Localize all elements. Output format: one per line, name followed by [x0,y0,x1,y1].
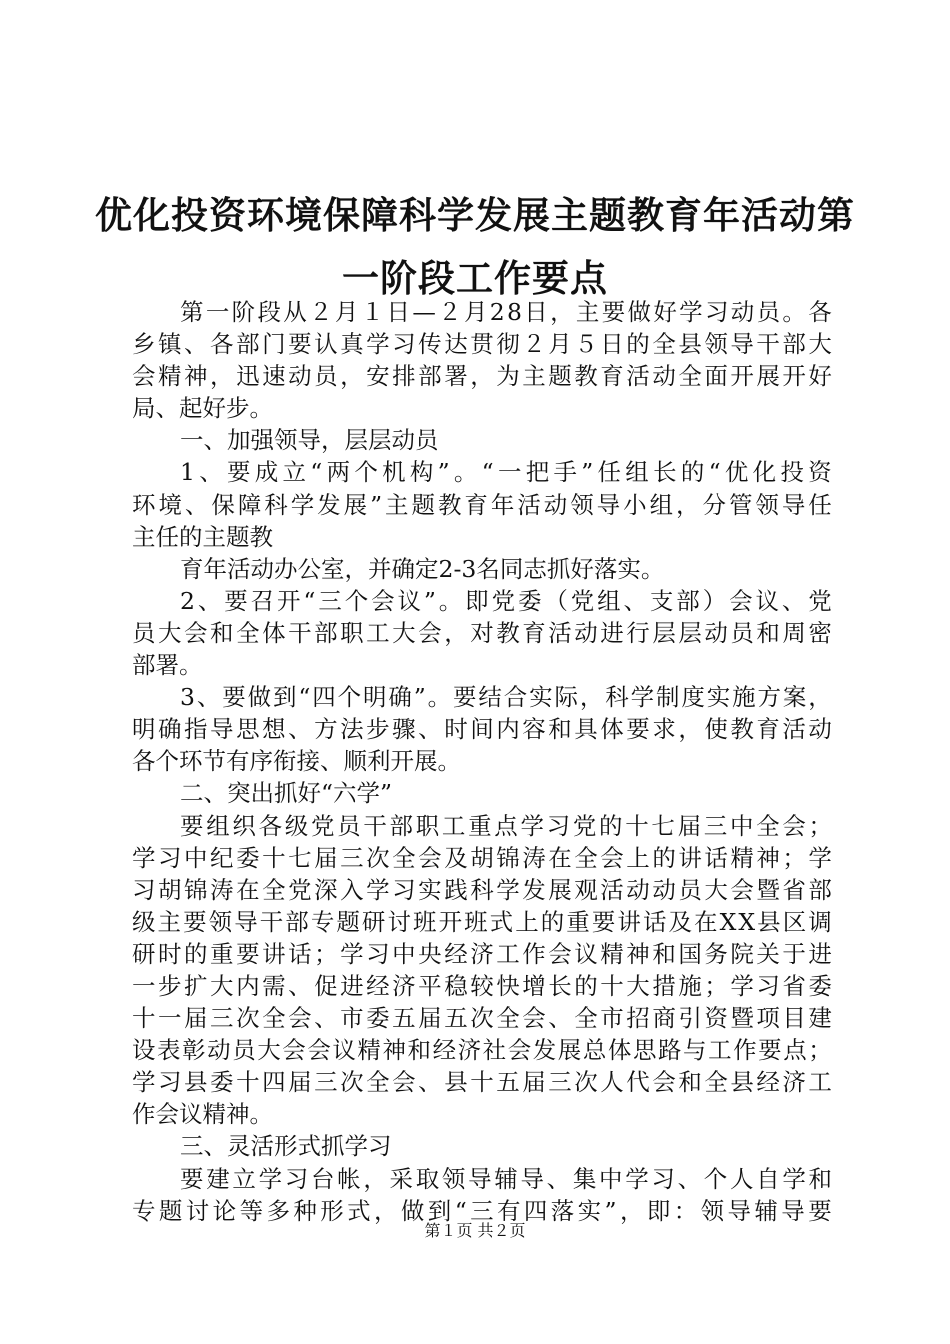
document-body [132,296,832,1227]
text-line: 局、起好步。 [132,394,273,423]
text-line: 2 、 要 召 开 “ 三 个 会 议 ” 。 即 党 委 （ 党 组 、 支 部 ） 会 议 、 党 [180,586,832,615]
page-footer: 第１页 共２页 [424,1221,526,1240]
text-line: 育年活动办公室，并确定2-3名同志抓好落实。 [180,554,665,583]
text-line: 研 时 的 重 要 讲 话 ； 学 习 中 央 经 济 工 作 会 议 精 神 和 国 务 院 关 于 进 [132,939,832,968]
document-title-line-1: 优化投资环境保障科学发展主题教育年活动第 [95,194,855,237]
text-line: 1 、 要 成 立 “ 两 个 机 构 ” 。 “ 一 把 手 ” 任 组 长 的 “ 优 化 投 资 [180,458,832,487]
text-line: 十 一 届 三 次 全 会 、 市 委 五 届 五 次 全 会 、 全 市 招 商 引 资 暨 项 目 建 [132,1004,832,1033]
text-line: 主任的主题教 [132,522,273,551]
text-line: 3 、 要 做 到 “ 四 个 明 确 ” 。 要 结 合 实 际 ， 科 学 制 度 实 施 方 案 ， [180,683,832,712]
text-line: 三、灵活形式抓学习 [180,1132,392,1161]
text-line: 员 大 会 和 全 体 干 部 职 工 大 会 ， 对 教 育 活 动 进 行 层 层 动 员 和 周 密 [132,618,832,647]
text-line: 一、加强领导，层层动员 [180,426,439,455]
text-line: 明 确 指 导 思 想 、 方 法 步 骤 、 时 间 内 容 和 具 体 要 求 ， 使 教 育 活 动 [132,715,832,744]
text-line: 各个环节有序衔接、顺利开展。 [132,747,461,776]
text-line: 一 步 扩 大 内 需 、 促 进 经 济 平 稳 较 快 增 长 的 十 大 措 施 ； 学 习 省 委 [132,971,832,1000]
text-line: 第 一 阶 段 从 ２ 月 １ 日 — ２ 月 2 8 日 ， 主 要 做 好 学 习 动 员 。 各 [180,298,832,326]
text-line: 专 题 讨 论 等 多 种 形 式 ， 做 到 “ 三 有 四 落 实 ” ， 即 ： 领 导 辅 导 要 [132,1196,832,1225]
text-line: 作会议精神。 [132,1100,273,1129]
text-line: 二、突出抓好“六学” [180,779,393,808]
text-line: 要 组 织 各 级 党 员 干 部 职 工 重 点 学 习 党 的 十 七 届 三 中 全 会 ； [180,811,832,840]
text-line: 设 表 彰 动 员 大 会 会 议 精 神 和 经 济 社 会 发 展 总 体 思 路 与 工 作 要 点 ； [132,1036,832,1065]
document-title-line-2: 一阶段工作要点 [342,257,608,300]
text-line: 部署。 [132,651,203,680]
text-line: 乡 镇 、 各 部 门 要 认 真 学 习 传 达 贯 彻 ２ 月 ５ 日 的 全 县 领 导 干 部 大 [132,330,832,359]
text-line: 习 胡 锦 涛 在 全 党 深 入 学 习 实 践 科 学 发 展 观 活 动 动 员 大 会 暨 省 部 [132,875,832,904]
text-line: 环 境 、 保 障 科 学 发 展 ” 主 题 教 育 年 活 动 领 导 小 组 ， 分 管 领 导 任 [132,490,832,519]
text-line: 学 习 县 委 十 四 届 三 次 全 会 、 县 十 五 届 三 次 人 代 会 和 全 县 经 济 工 [132,1068,832,1097]
text-line: 学 习 中 纪 委 十 七 届 三 次 全 会 及 胡 锦 涛 在 全 会 上 的 讲 话 精 神 ； 学 [132,843,832,872]
text-line: 要 建 立 学 习 台 帐 ， 采 取 领 导 辅 导 、 集 中 学 习 、 个 人 自 学 和 [180,1164,832,1193]
text-line: 会 精 神 ， 迅 速 动 员 ， 安 排 部 署 ， 为 主 题 教 育 活 动 全 面 开 展 开 好 [132,362,832,391]
text-line: 级 主 要 领 导 干 部 专 题 研 讨 班 开 班 式 上 的 重 要 讲 话 及 在 X X 县 区 调 [132,907,832,936]
